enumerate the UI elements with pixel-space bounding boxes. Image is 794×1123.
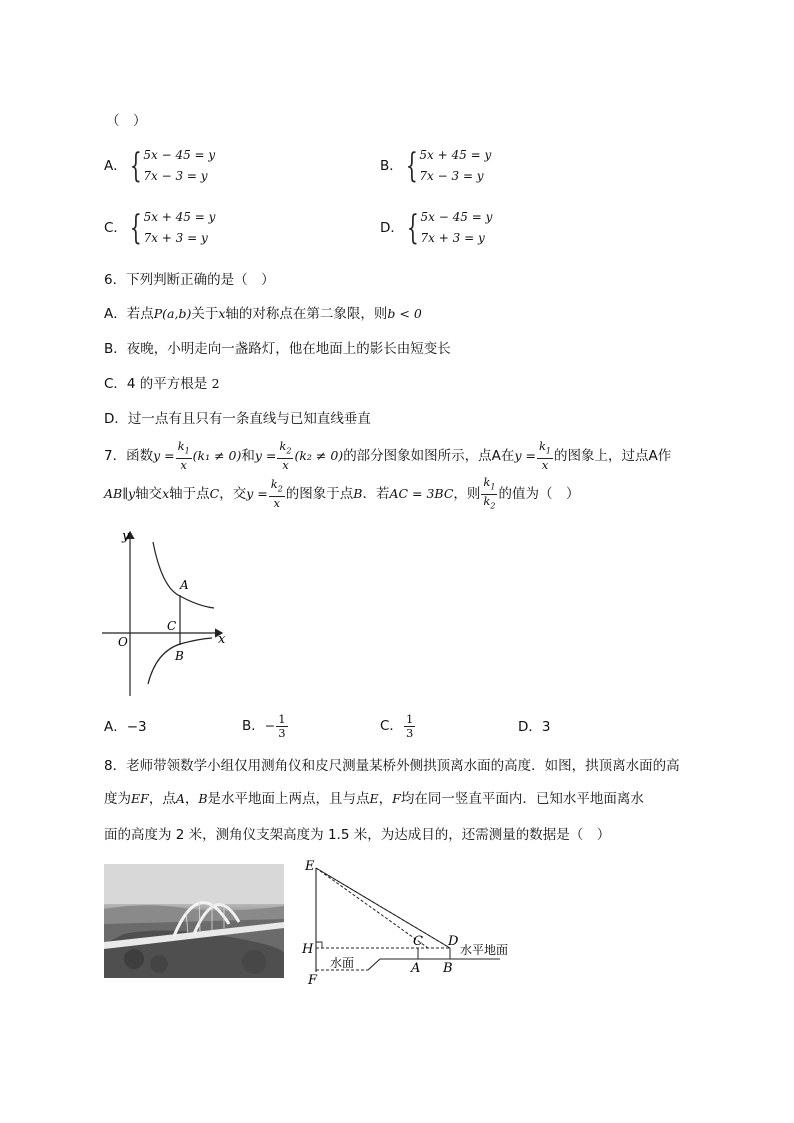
text: 轴的对称点在第二象限，则 — [225, 306, 388, 322]
k: k — [538, 439, 546, 454]
q7-line-2 — [104, 475, 580, 510]
text: 的图象上，过点A作 — [554, 448, 672, 464]
text: ， — [184, 791, 199, 807]
option-label: B． — [380, 158, 403, 174]
k: k — [177, 439, 185, 454]
brace: { — [406, 208, 419, 248]
text: C．4 的平方根是 — [104, 376, 208, 392]
q6-option-b: B．夜晚，小明走向一盏路灯，他在地面上的影长由短变长 — [104, 341, 451, 357]
label-b: B — [175, 649, 184, 663]
text: 轴交 — [135, 486, 163, 502]
label-o: O — [118, 635, 128, 649]
q8-diagram — [300, 856, 530, 986]
q6-option-a — [104, 305, 422, 323]
text: 均在同一竖直平面内．已知水平地面离水 — [400, 791, 644, 807]
math: B — [353, 486, 363, 501]
label-c: C — [167, 619, 177, 633]
k: k — [483, 475, 491, 490]
q7-option-d: D．3 — [518, 719, 551, 735]
x: x — [273, 495, 280, 510]
math: x — [162, 486, 170, 501]
numerator: 1 — [278, 711, 286, 726]
math: AB∥y — [104, 486, 136, 501]
label-water: 水面 — [330, 956, 355, 970]
bridge-illustration — [104, 864, 284, 978]
label-c: C — [413, 934, 423, 949]
math: B — [198, 791, 208, 806]
math: y = — [246, 486, 268, 501]
q7-line-1 — [104, 440, 671, 472]
q7-option-b — [242, 710, 289, 742]
numerator: 1 — [405, 711, 414, 726]
x: x — [180, 457, 187, 472]
option-label: C． — [104, 220, 127, 236]
label-x: x — [218, 632, 226, 647]
math: E — [369, 791, 379, 806]
k: k — [279, 439, 287, 454]
math: A — [175, 791, 185, 806]
text: ，则 — [453, 486, 481, 502]
label-f: F — [308, 973, 318, 986]
brace: { — [129, 146, 142, 186]
q6-stem: 6．下列判断正确的是（ ） — [104, 272, 275, 288]
label-h: H — [302, 942, 314, 957]
bank-line — [368, 959, 380, 970]
equation: 5x − 45 = y — [420, 210, 493, 224]
bridge-photo — [104, 864, 284, 978]
q5-option-d — [380, 207, 492, 249]
option-label: D． — [380, 220, 404, 236]
text: 和 — [241, 448, 255, 464]
fraction — [404, 713, 415, 740]
q7-option-a: A．−3 — [104, 719, 147, 735]
text: ．若 — [362, 486, 390, 502]
text: 的部分图象如图所示，点A在 — [343, 448, 515, 464]
option-label: B． — [242, 718, 265, 734]
q8-line-3: 面的高度为 2 米，测角仪支架高度为 1.5 米，为达成目的，还需测量的数据是（ ） — [104, 827, 611, 843]
equation: 5x + 45 = y — [143, 210, 216, 224]
equation: 7x + 3 = y — [143, 231, 208, 245]
denominator: 3 — [405, 725, 414, 740]
subscript: 2 — [286, 446, 292, 456]
sight-line-c — [316, 868, 428, 948]
text: ，点 — [148, 791, 176, 807]
text: ， — [378, 791, 393, 807]
q7-option-c — [380, 710, 416, 742]
math: − — [264, 718, 276, 733]
equation: 7x − 3 = y — [143, 169, 208, 183]
label-y: y — [122, 529, 130, 544]
option-label: A． — [104, 158, 127, 174]
subscript: 1 — [184, 446, 190, 456]
math: F — [392, 791, 401, 806]
q5-option-c — [104, 207, 215, 249]
subscript: 2 — [277, 484, 283, 494]
subscript: 2 — [490, 500, 496, 510]
math: (k₁ ≠ 0) — [192, 448, 242, 463]
label-e: E — [305, 859, 315, 874]
math: x — [218, 306, 226, 321]
text: 的值为（ ） — [498, 486, 580, 502]
text: ，交 — [219, 486, 247, 502]
math: AC = 3BC — [389, 486, 454, 501]
fraction-k1-k2 — [481, 476, 497, 512]
equation: 7x + 3 = y — [420, 231, 485, 245]
q5-option-b — [380, 145, 491, 187]
text: 的图象于点 — [285, 486, 354, 502]
equation: 5x − 45 = y — [143, 148, 216, 162]
q6-option-d: D．过一点有且只有一条直线与已知直线垂直 — [104, 411, 371, 427]
denominator: 3 — [278, 725, 286, 740]
math: 2 — [211, 376, 220, 391]
equation: 7x − 3 = y — [419, 169, 484, 183]
math: y = — [514, 448, 536, 463]
line-ed — [316, 868, 450, 948]
fraction — [276, 713, 287, 740]
fraction-k1-x — [537, 440, 553, 471]
q5-option-a — [104, 145, 215, 187]
q8-line-1: 8．老师带领数学小组仅用测角仪和皮尺测量某桥外侧拱顶离水面的高度．如图，拱顶离水面的高 — [104, 758, 680, 774]
text: A．若点 — [104, 306, 154, 322]
subscript: 1 — [545, 446, 552, 456]
q6-option-c — [104, 375, 220, 393]
q8-line-2 — [104, 790, 644, 808]
math: b < 0 — [387, 306, 422, 321]
label-a: A — [180, 578, 189, 592]
math: y = — [254, 448, 277, 463]
math: y = — [153, 448, 175, 463]
right-angle-h — [316, 942, 322, 948]
x: x — [282, 457, 289, 472]
q7-graph — [98, 526, 238, 702]
label-ground: 水平地面 — [460, 943, 509, 957]
equation: 5x + 45 = y — [419, 148, 492, 162]
text: 轴于点 — [169, 486, 210, 502]
text: 是水平地面上两点，且与点 — [207, 791, 370, 807]
fraction-k2-x — [269, 478, 285, 509]
brace: { — [405, 146, 418, 186]
option-label: C． — [380, 718, 403, 734]
math: P(a,b) — [153, 306, 192, 321]
text: 度为 — [104, 791, 131, 807]
k: k — [483, 493, 491, 508]
subscript: 1 — [490, 482, 496, 492]
label-a: A — [411, 961, 421, 976]
math: C — [209, 486, 220, 501]
fraction-k2-x — [277, 440, 293, 471]
text: 7．函数 — [104, 448, 154, 464]
brace: { — [129, 208, 142, 248]
x: x — [541, 457, 549, 472]
math: EF — [131, 791, 149, 806]
curve-k1 — [153, 542, 214, 608]
q5-paren: （ ） — [106, 113, 147, 129]
text: 关于 — [191, 306, 219, 322]
fraction-k1-x — [176, 440, 192, 471]
label-d: D — [448, 934, 459, 949]
label-b: B — [443, 961, 453, 976]
math: (k₂ ≠ 0) — [294, 448, 344, 463]
k: k — [270, 477, 278, 492]
